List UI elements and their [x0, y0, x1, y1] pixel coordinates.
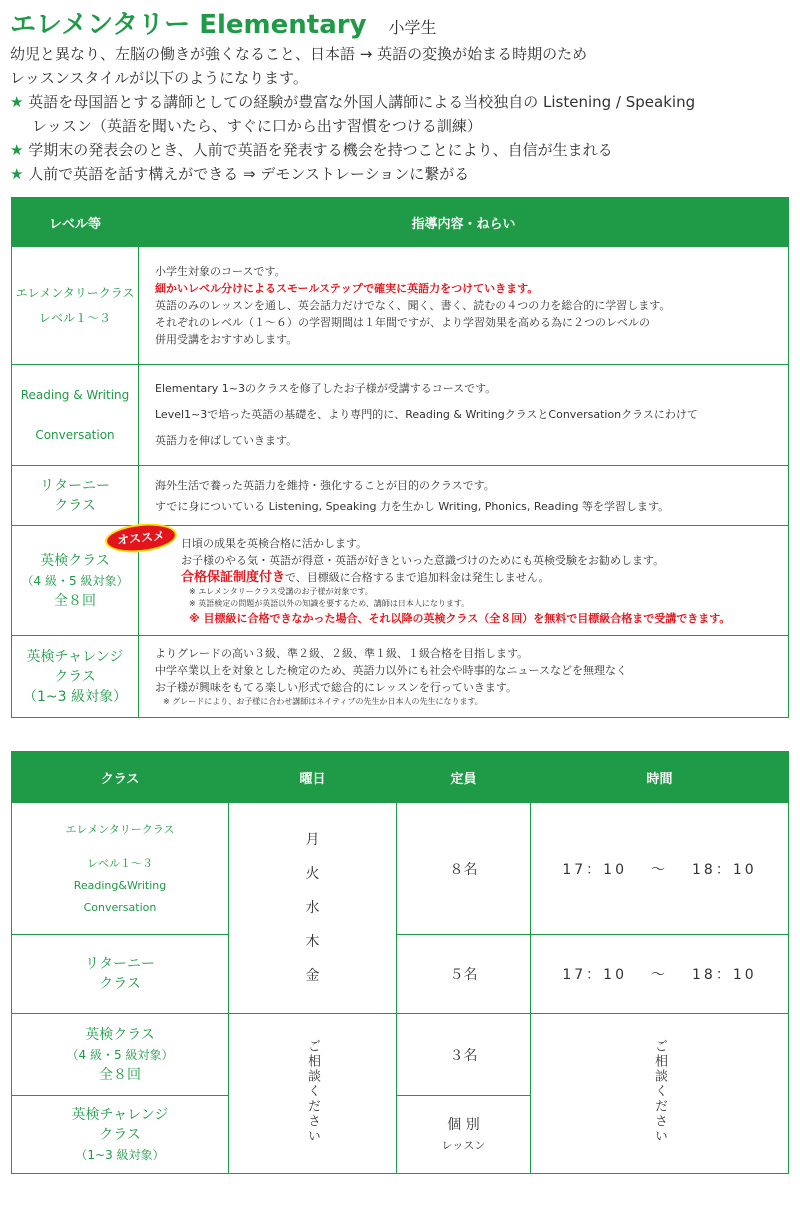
description-cell: よりグレードの高い３級、準２級、２級、準１級、１級合格を目指します。 中学卒業以上を対象とした検定のため、英語力以外にも社会や時事的なニュースなどを無理なく お子様が興味をもてる楽しい形式で総合的にレッスンを行っていきます。 ※ グレードにより、お子様に合わせ講師はネイティブの先生か日本人の先生になります。 [139, 636, 789, 718]
description-cell: Elementary 1~3のクラスを修了したお子様が受講するコースです。 Level1~3で培った英語の基礎を、より専門的に、Reading & WritingクラスとConversationクラスにわけて 英語力を伸ばしていきます。 [139, 365, 789, 466]
days-cell: 月 火 水 木 金 [229, 803, 397, 1014]
capacity-cell: ３名 [397, 1014, 531, 1096]
column-header: 時間 [531, 752, 789, 803]
intro-line: レッスンスタイルが以下のようになります。 [10, 69, 308, 87]
intro-line: 幼児と異なり、左脳の働きが強くなること、日本語 → 英語の変換が始まる時期のため [10, 45, 588, 63]
page-heading [10, 4, 437, 42]
column-header: 指導内容・ねらい [139, 198, 789, 247]
intro-point: ★ 学期末の発表会のとき、人前で英語を発表する機会を持つことにより、自信が生まれる [10, 141, 613, 159]
schedule-table [11, 751, 789, 1174]
intro-section [10, 42, 794, 186]
column-header: クラス [12, 752, 229, 803]
level-cell: Reading & Writing Conversation [12, 365, 139, 466]
table-row [12, 1014, 789, 1096]
column-header: 曜日 [229, 752, 397, 803]
days-cell: ご相談ください [229, 1014, 397, 1174]
table-header-row [12, 752, 789, 803]
levels-table [11, 197, 789, 718]
table-row [12, 636, 789, 718]
class-cell: リターニー クラス [12, 935, 229, 1014]
time-cell: 17：10 ～ 18：10 [531, 803, 789, 935]
description-cell: 海外生活で養った英語力を維持・強化することが目的のクラスです。 すでに身についている Listening, Speaking 力を生かし Writing, Phonics, Reading 等を学習します。 [139, 466, 789, 526]
table-header-row [12, 198, 789, 247]
star-icon: ★ [10, 141, 24, 159]
page-subtitle: 小学生 [388, 18, 437, 37]
star-icon: ★ [10, 93, 24, 111]
description-cell: 小学生対象のコースです。 細かいレベル分けによるスモールステップで確実に英語力をつけていきます。 英語のみのレッスンを通し、英会話力だけでなく、聞く、書く、読むの４つの力を総合的に学習します。 それぞれのレベル（１～６）の学習期間は１年間ですが、より学習効果を高める為に２つのレベルの 併用受講をおすすめします。 [139, 247, 789, 365]
table-row [12, 466, 789, 526]
level-cell: 英検クラス （4 級・5 級対象） 全８回 [12, 526, 139, 636]
class-cell: 英検チャレンジ クラス （1~3 級対象） [12, 1096, 229, 1174]
class-cell: 英検クラス （4 級・5 級対象） 全８回 [12, 1014, 229, 1096]
page-title: エレメンタリー Elementary [10, 10, 367, 40]
table-row [12, 365, 789, 466]
table-row [12, 247, 789, 365]
recommend-badge: オススメ [104, 520, 179, 555]
description-cell: 日頃の成果を英検合格に活かします。 お子様のやる気・英語が得意・英語が好きといった意識づけのためにも英検受験をお勧めします。 合格保証制度付きで、目標級に合格するまで追加料金は発生しません。 ※ エレメンタリークラス受講のお子様が対象です。 ※ 英語検定の問題が英語以外の知識を要するため、講師は日本人になります。 ※ 目標級に合格できなかった場合、それ以降の英検クラス（全８回）を無料で目標級合格まで受講できます。 [139, 526, 789, 636]
level-cell: エレメンタリークラス レベル１～３ [12, 247, 139, 365]
level-cell: 英検チャレンジ クラス （1~3 級対象） [12, 636, 139, 718]
column-header: レベル等 [12, 198, 139, 247]
time-cell: ご相談ください [531, 1014, 789, 1174]
capacity-cell: ５名 [397, 935, 531, 1014]
star-icon: ★ [10, 165, 24, 183]
table-row [12, 935, 789, 1014]
guarantee-line: 合格保証制度付きで、目標級に合格するまで追加料金は発生しません。 [181, 569, 550, 585]
intro-point: レッスン（英語を聞いたら、すぐに口から出す習慣をつける訓練） [32, 117, 482, 135]
intro-point: ★ 人前で英語を話す構えができる ⇒ デモンストレーションに繋がる [10, 165, 470, 183]
time-cell: 17：10 ～ 18：10 [531, 935, 789, 1014]
class-cell: エレメンタリークラス レベル１～３ Reading&Writing Conversation [12, 803, 229, 935]
intro-point: ★ 英語を母国語とする講師としての経験が豊富な外国人講師による当校独自の Listening / Speaking [10, 93, 696, 111]
capacity-cell: ８名 [397, 803, 531, 935]
level-cell: リターニー クラス [12, 466, 139, 526]
table-row [12, 803, 789, 935]
column-header: 定員 [397, 752, 531, 803]
capacity-cell: 個 別 レッスン [397, 1096, 531, 1174]
